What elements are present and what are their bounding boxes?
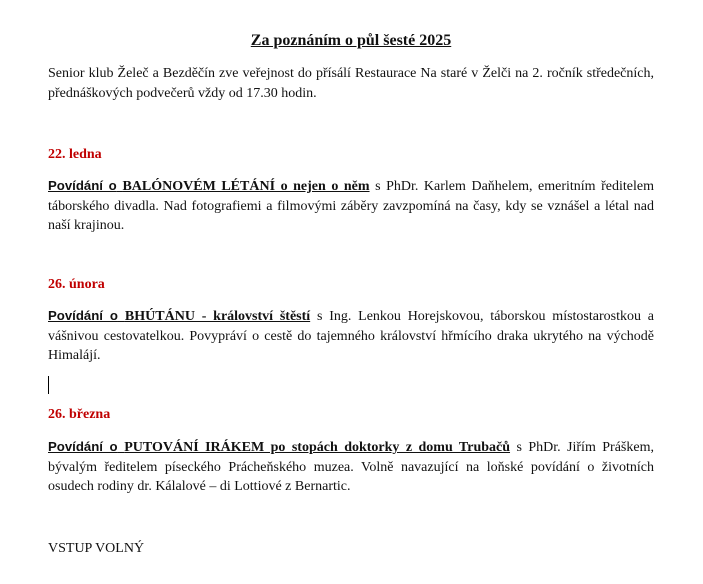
event-body: s PhDr. Karlem Daňhelem, emeritním ředitelem táborského divadla. Nad fotografiemi a filmovými záběry zavzpomíná na časy, kdy se vznášel a létal nad naší krajinou. [48,179,654,233]
footer-text: VSTUP VOLNÝ [48,541,145,556]
event-topic: BHÚTÁNU - království štěstí [124,309,311,324]
event-description [48,306,654,366]
text-cursor[interactable] [48,376,49,394]
event-lead-prefix: Povídání o [48,308,118,323]
event-topic: PUTOVÁNÍ IRÁKEM po stopách doktorky z domu Trubačů [124,440,511,455]
intro-paragraph: Senior klub Želeč a Bezděčín zve veřejnost do přísálí Restaurace Na staré v Želči na 2. ročník středečních, přednáškových podvečerů vždy od 17.30 hodin. [48,66,654,101]
event-lead [48,178,370,193]
event-lead [48,308,310,323]
event-lead-prefix: Povídání o [48,178,117,193]
event-lead [48,439,510,454]
event-description [48,437,654,497]
event-date: 26. března [48,407,111,422]
event-body: s Ing. Lenkou Horejskovou, táborskou místostarostkou a vášnivou cestovatelkou. Povypráví o cestě do tajemného království hřmícího draka ukrytého na východě Himalájí. [48,309,654,363]
event-topic: BALÓNOVÉM LÉTÁNÍ o nejen o něm [122,179,370,194]
event-description [48,176,654,236]
event-body: s PhDr. Jiřím Práškem, bývalým ředitelem píseckého Prácheňského muzea. Volně navazující na loňské povídání o životních osudech rodiny dr. Kálalové – di Lottiové z Bernartic. [48,440,654,494]
event-lead-prefix: Povídání o [48,439,118,454]
event-date: 26. února [48,277,105,292]
document-title: Za poznáním o půl šesté 2025 [250,32,452,49]
event-date: 22. ledna [48,147,102,162]
